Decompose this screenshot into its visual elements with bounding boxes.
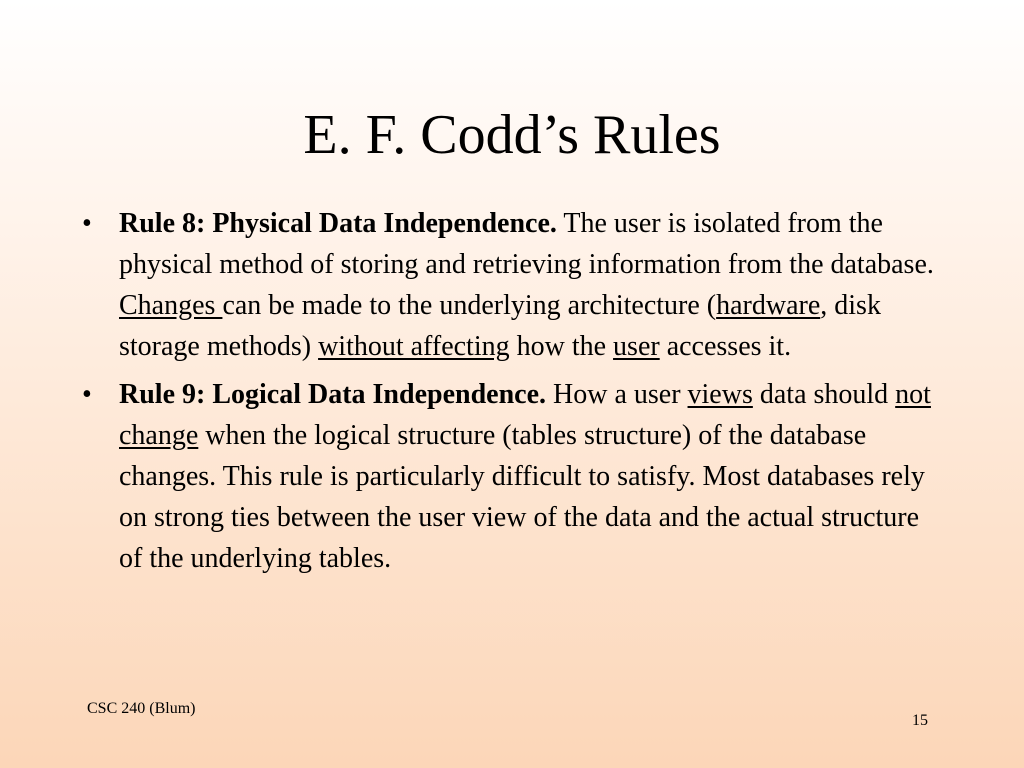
rule-9-underlined-not-change: not change (119, 379, 931, 451)
rule-8-heading: Rule 8: Physical Data Independence. (119, 208, 557, 239)
rule-9-underlined-views: views (687, 379, 753, 410)
rule-9-text: data should (752, 379, 896, 410)
rule-8-underlined-without-affecting: without affecting (318, 331, 510, 362)
slide-title: E. F. Codd’s Rules (303, 104, 721, 166)
rule-8-underlined-changes: Changes (119, 290, 223, 321)
rule-9-text: when the logical structure (tables structure) of the database changes. This rule is particularly difficult to satisfy. Most databases rely on strong ties between the user view of the data and the actual structure of the underlying tables. (119, 420, 925, 574)
bullet-icon: • (82, 208, 92, 239)
rules-list (82, 203, 942, 586)
bullet-icon: • (82, 379, 92, 410)
rule-9-item (82, 374, 942, 579)
rule-8-text: accesses it. (659, 331, 792, 362)
footer-course-label: CSC 240 (Blum) (87, 700, 196, 717)
rule-8-underlined-hardware: hardware (716, 290, 821, 321)
rule-8-text: how the (509, 331, 614, 362)
rule-8-item (82, 203, 942, 367)
rule-8-text: , disk storage methods) (119, 290, 881, 362)
rule-8-text: The user is isolated from the physical method of storing and retrieving information from the database. (119, 208, 934, 280)
slide-page-number: 15 (912, 712, 928, 729)
rule-8-text: can be made to the underlying architecture ( (222, 290, 717, 321)
rule-9-heading: Rule 9: Logical Data Independence. (119, 379, 546, 410)
rule-8-underlined-user: user (613, 331, 660, 362)
rule-9-text: How a user (546, 379, 688, 410)
